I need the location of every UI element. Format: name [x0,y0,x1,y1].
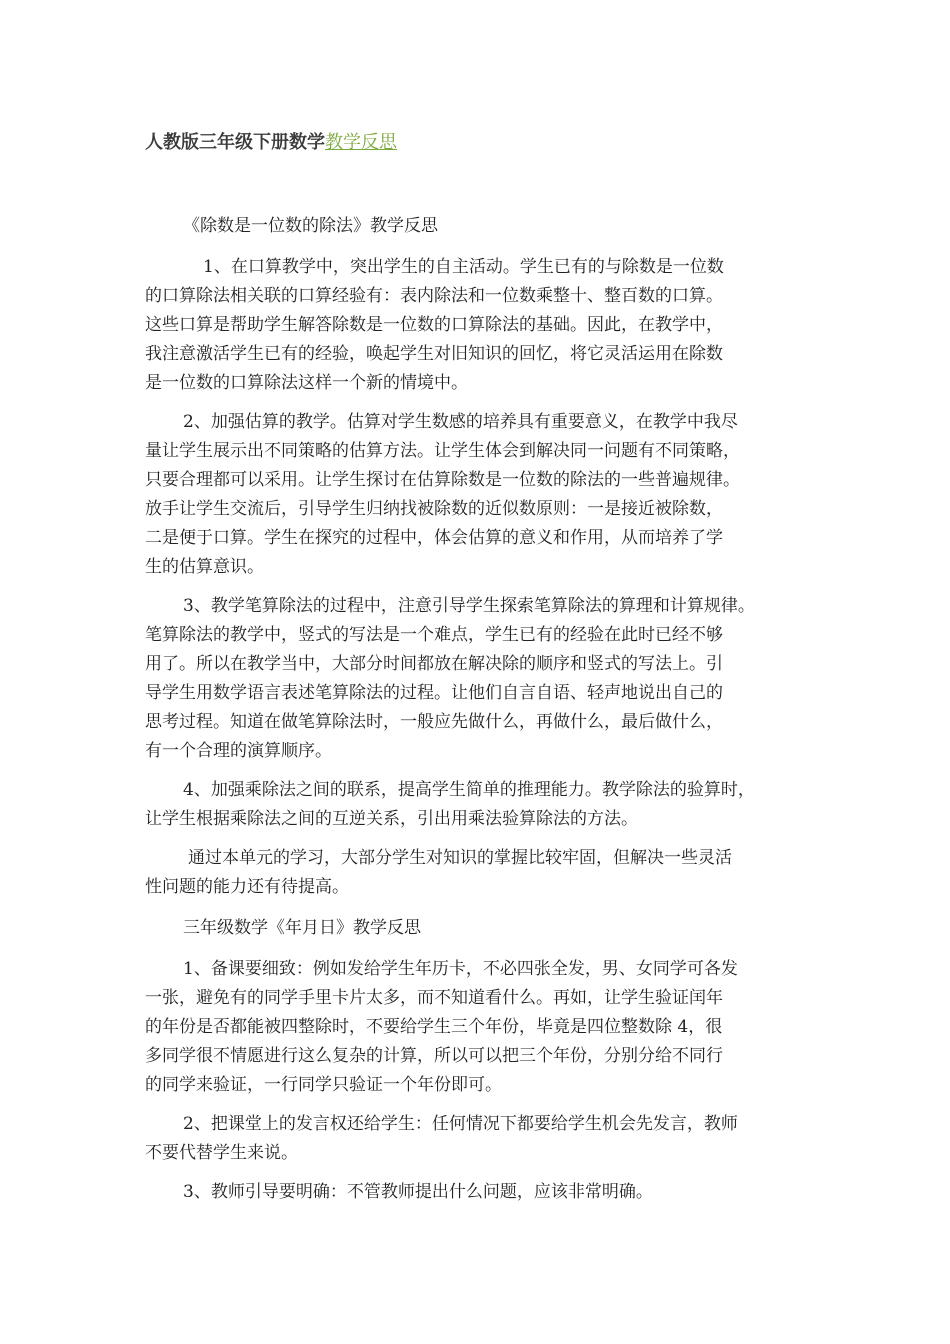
paragraph-line: 1、在口算教学中，突出学生的自主活动。学生已有的与除数是一位数 [203,257,724,277]
paragraph-line: 3、教师引导要明确：不管教师提出什么问题，应该非常明确。 [183,1182,653,1202]
paragraph-line: 的年份是否都能被四整除时，不要给学生三个年份，毕竟是四位整数除 4，很 [145,1017,723,1037]
paragraph-line: 放手让学生交流后，引导学生归纳找被除数的近似数原则：一是接近被除数， [145,499,723,519]
paragraph-line: 不要代替学生来说。 [145,1143,298,1163]
paragraph-line: 通过本单元的学习，大部分学生对知识的掌握比较牢固，但解决一些灵活 [188,848,732,868]
paragraph-line: 多同学很不情愿进行这么复杂的计算，所以可以把三个年份，分别分给不同行 [145,1046,723,1066]
paragraph-line: 让学生根据乘除法之间的互逆关系，引出用乘法验算除法的方法。 [145,809,638,829]
title-main: 人教版三年级下册数学 [145,132,325,153]
paragraph-line: 一张，避免有的同学手里卡片太多，而不知道看什么。再如，让学生验证闰年 [145,988,723,1008]
paragraph-line: 我注意激活学生已有的经验，唤起学生对旧知识的回忆，将它灵活运用在除数 [145,344,723,364]
paragraph-line: 3、教学笔算除法的过程中，注意引导学生探索笔算除法的算理和计算规律。 [183,596,755,616]
paragraph-line: 1、备课要细致：例如发给学生年历卡，不必四张全发，男、女同学可各发 [183,959,738,979]
paragraph-line: 用了。所以在教学当中，大部分时间都放在解决除的顺序和竖式的写法上。引 [145,654,723,674]
paragraph-line: 这些口算是帮助学生解答除数是一位数的口算除法的基础。因此，在教学中， [145,315,723,335]
title-link[interactable]: 教学反思 [325,132,397,153]
section-heading-calendar: 三年级数学《年月日》教学反思 [183,918,421,938]
paragraph-line: 是一位数的口算除法这样一个新的情境中。 [145,373,468,393]
section-heading-division: 《除数是一位数的除法》教学反思 [183,216,438,236]
paragraph-line: 4、加强乘除法之间的联系，提高学生简单的推理能力。教学除法的验算时， [183,780,755,800]
paragraph-line: 二是便于口算。学生在探究的过程中，体会估算的意义和作用，从而培养了学 [145,528,723,548]
paragraph-line: 量让学生展示出不同策略的估算方法。让学生体会到解决同一问题有不同策略， [145,441,740,461]
paragraph-line: 有一个合理的演算顺序。 [145,741,332,761]
paragraph-line: 性问题的能力还有待提高。 [145,877,349,897]
paragraph-line: 生的估算意识。 [145,557,264,577]
paragraph-line: 的同学来验证，一行同学只验证一个年份即可。 [145,1075,502,1095]
paragraph-line: 笔算除法的教学中，竖式的写法是一个难点，学生已有的经验在此时已经不够 [145,625,723,645]
paragraph-line: 2、加强估算的教学。估算对学生数感的培养具有重要意义，在教学中我尽 [183,412,738,432]
paragraph-line: 思考过程。知道在做笔算除法时，一般应先做什么，再做什么，最后做什么， [145,712,723,732]
document-title [145,128,397,154]
paragraph-line: 的口算除法相关联的口算经验有：表内除法和一位数乘整十、整百数的口算。 [145,286,723,306]
paragraph-line: 2、把课堂上的发言权还给学生：任何情况下都要给学生机会先发言，教师 [183,1114,738,1134]
paragraph-line: 只要合理都可以采用。让学生探讨在估算除数是一位数的除法的一些普遍规律。 [145,470,740,490]
paragraph-line: 导学生用数学语言表述笔算除法的过程。让他们自言自语、轻声地说出自己的 [145,683,723,703]
